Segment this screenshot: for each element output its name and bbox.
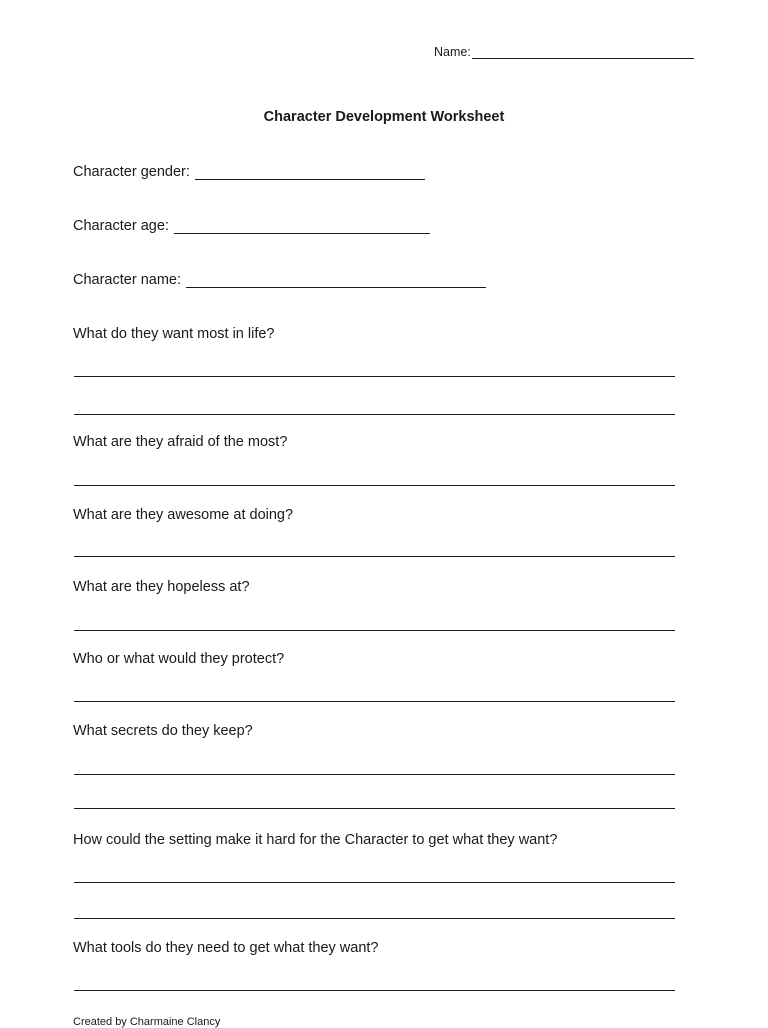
- question-would-protect: Who or what would they protect?: [73, 651, 285, 667]
- footer-credit: Created by Charmaine Clancy: [73, 1016, 221, 1028]
- character-name-field[interactable]: [73, 272, 486, 288]
- answer-line[interactable]: [74, 990, 675, 991]
- student-name-label: Name:: [434, 45, 471, 59]
- character-age-label: Character age:: [73, 218, 169, 234]
- character-name-label: Character name:: [73, 272, 181, 288]
- answer-line[interactable]: [74, 630, 675, 631]
- character-gender-field[interactable]: [73, 164, 425, 180]
- question-want-most: What do they want most in life?: [73, 326, 275, 342]
- student-name-field[interactable]: [434, 45, 694, 59]
- answer-line[interactable]: [74, 556, 675, 557]
- character-age-field[interactable]: [73, 218, 430, 234]
- answer-line[interactable]: [74, 701, 675, 702]
- answer-line[interactable]: [74, 485, 675, 486]
- question-secrets: What secrets do they keep?: [73, 723, 253, 739]
- student-name-blank[interactable]: [472, 46, 694, 59]
- page-title: Character Development Worksheet: [263, 109, 505, 125]
- answer-line[interactable]: [74, 376, 675, 377]
- character-gender-blank[interactable]: [195, 165, 425, 180]
- character-age-blank[interactable]: [174, 219, 430, 234]
- question-hopeless-at: What are they hopeless at?: [73, 579, 250, 595]
- question-tools-needed: What tools do they need to get what they want?: [73, 940, 379, 956]
- answer-line[interactable]: [74, 808, 675, 809]
- character-name-blank[interactable]: [186, 273, 486, 288]
- answer-line[interactable]: [74, 414, 675, 415]
- answer-line[interactable]: [74, 882, 675, 883]
- question-setting-obstacle: How could the setting make it hard for the Character to get what they want?: [73, 832, 558, 848]
- answer-line[interactable]: [74, 918, 675, 919]
- answer-line[interactable]: [74, 774, 675, 775]
- question-afraid-of: What are they afraid of the most?: [73, 434, 288, 450]
- question-awesome-at: What are they awesome at doing?: [73, 507, 294, 523]
- character-gender-label: Character gender:: [73, 164, 190, 180]
